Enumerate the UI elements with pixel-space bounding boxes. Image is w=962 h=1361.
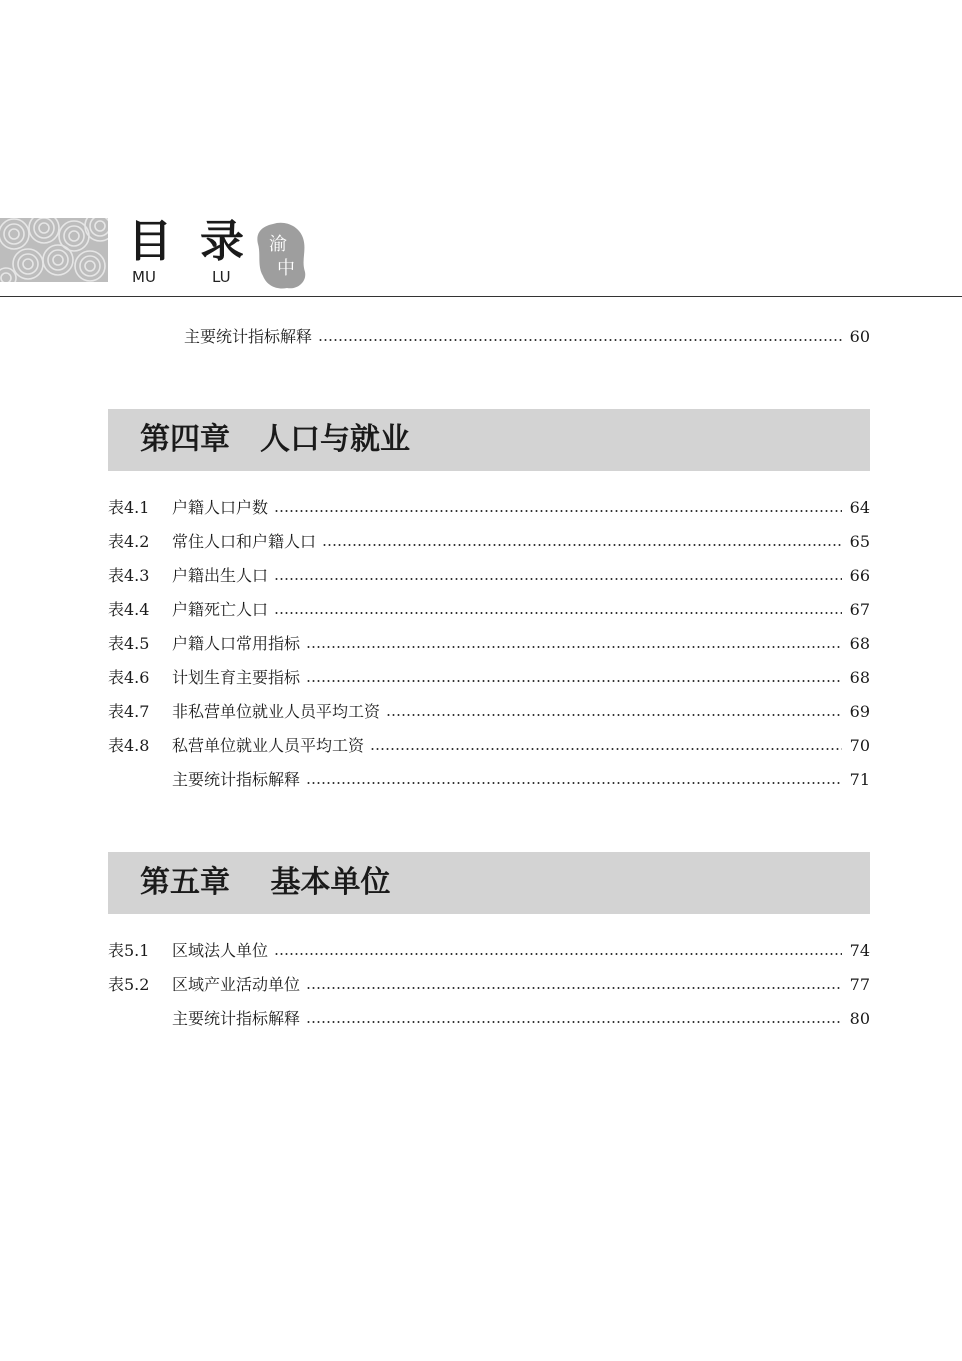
toc-entry-title: 户籍人口户数	[172, 498, 269, 517]
toc-title-pinyin-mu: MU	[132, 268, 156, 286]
toc-entry-page: 68	[849, 668, 870, 687]
leader-dots	[322, 544, 842, 546]
toc-entry[interactable]	[108, 734, 870, 758]
leader-dots	[306, 646, 842, 648]
toc-entry-num: 表4.3	[108, 566, 150, 585]
toc-title-char-mu: 目	[128, 216, 172, 267]
leader-dots	[370, 748, 842, 750]
toc-entry[interactable]	[108, 496, 870, 520]
chapter-4-label: 第四章 人口与就业	[140, 422, 410, 457]
toc-entry-num: 表5.2	[108, 975, 150, 994]
toc-title-char-lu: 录	[200, 216, 244, 267]
toc-entry-title: 户籍死亡人口	[172, 600, 269, 619]
leader-dots	[274, 612, 842, 614]
toc-entry[interactable]	[108, 973, 870, 997]
toc-entry-title: 私营单位就业人员平均工资	[172, 736, 365, 755]
toc-entry-num: 表4.7	[108, 702, 150, 721]
toc-entry[interactable]	[108, 632, 870, 656]
toc-entry-title: 计划生育主要指标	[172, 668, 301, 687]
toc-entry-page: 77	[849, 975, 870, 994]
toc-entry-title: 主要统计指标解释	[184, 327, 313, 346]
toc-entry[interactable]	[108, 1007, 870, 1031]
swirl-pattern-decoration	[0, 218, 108, 282]
toc-entry-num: 表4.1	[108, 498, 150, 517]
toc-entry-page: 68	[849, 634, 870, 653]
svg-text:渝: 渝	[269, 234, 287, 255]
toc-entry-page: 67	[849, 600, 870, 619]
leader-dots	[306, 987, 842, 989]
toc-entry-title: 主要统计指标解释	[172, 1009, 301, 1028]
header-divider	[0, 296, 962, 297]
toc-entry-page: 71	[849, 770, 870, 789]
chapter-5-label: 第五章 基本单位	[140, 865, 391, 900]
leader-dots	[274, 510, 842, 512]
leader-dots	[306, 1021, 842, 1023]
leader-dots	[386, 714, 842, 716]
toc-entry-title: 户籍人口常用指标	[172, 634, 301, 653]
yuzhong-seal-logo	[255, 220, 307, 292]
toc-entry-page: 64	[849, 498, 870, 517]
toc-entry-title: 区域法人单位	[172, 941, 269, 960]
toc-entry-num: 表4.2	[108, 532, 150, 551]
toc-entry-title: 非私营单位就业人员平均工资	[172, 702, 381, 721]
leader-dots	[274, 953, 842, 955]
toc-entry[interactable]	[108, 939, 870, 963]
toc-entry[interactable]	[108, 700, 870, 724]
toc-entry-page: 69	[849, 702, 870, 721]
toc-title-pinyin-lu: LU	[212, 268, 231, 286]
leader-dots	[306, 680, 842, 682]
toc-entry[interactable]	[108, 564, 870, 588]
leader-dots	[306, 782, 842, 784]
toc-entry-page: 70	[849, 736, 870, 755]
toc-entry[interactable]	[108, 768, 870, 792]
toc-entry-num: 表4.6	[108, 668, 150, 687]
toc-entry-title: 区域产业活动单位	[172, 975, 301, 994]
leader-dots	[318, 339, 842, 341]
toc-entry-title: 常住人口和户籍人口	[172, 532, 317, 551]
chapter-5-heading	[108, 852, 870, 914]
toc-entry-page: 80	[849, 1009, 870, 1028]
toc-entry-num: 表5.1	[108, 941, 150, 960]
toc-entry[interactable]	[108, 598, 870, 622]
toc-entry-page: 74	[849, 941, 870, 960]
toc-entry[interactable]	[108, 666, 870, 690]
toc-entry-intro[interactable]	[184, 325, 870, 349]
toc-entry[interactable]	[108, 530, 870, 554]
toc-entry-title: 主要统计指标解释	[172, 770, 301, 789]
chapter-4-heading	[108, 409, 870, 471]
toc-entry-num: 表4.8	[108, 736, 150, 755]
svg-text:中: 中	[277, 258, 295, 279]
toc-entry-page: 65	[849, 532, 870, 551]
toc-entry-num: 表4.5	[108, 634, 150, 653]
toc-entry-page: 66	[849, 566, 870, 585]
leader-dots	[274, 578, 842, 580]
toc-entry-title: 户籍出生人口	[172, 566, 269, 585]
toc-entry-page: 60	[849, 327, 870, 346]
toc-entry-num: 表4.4	[108, 600, 150, 619]
